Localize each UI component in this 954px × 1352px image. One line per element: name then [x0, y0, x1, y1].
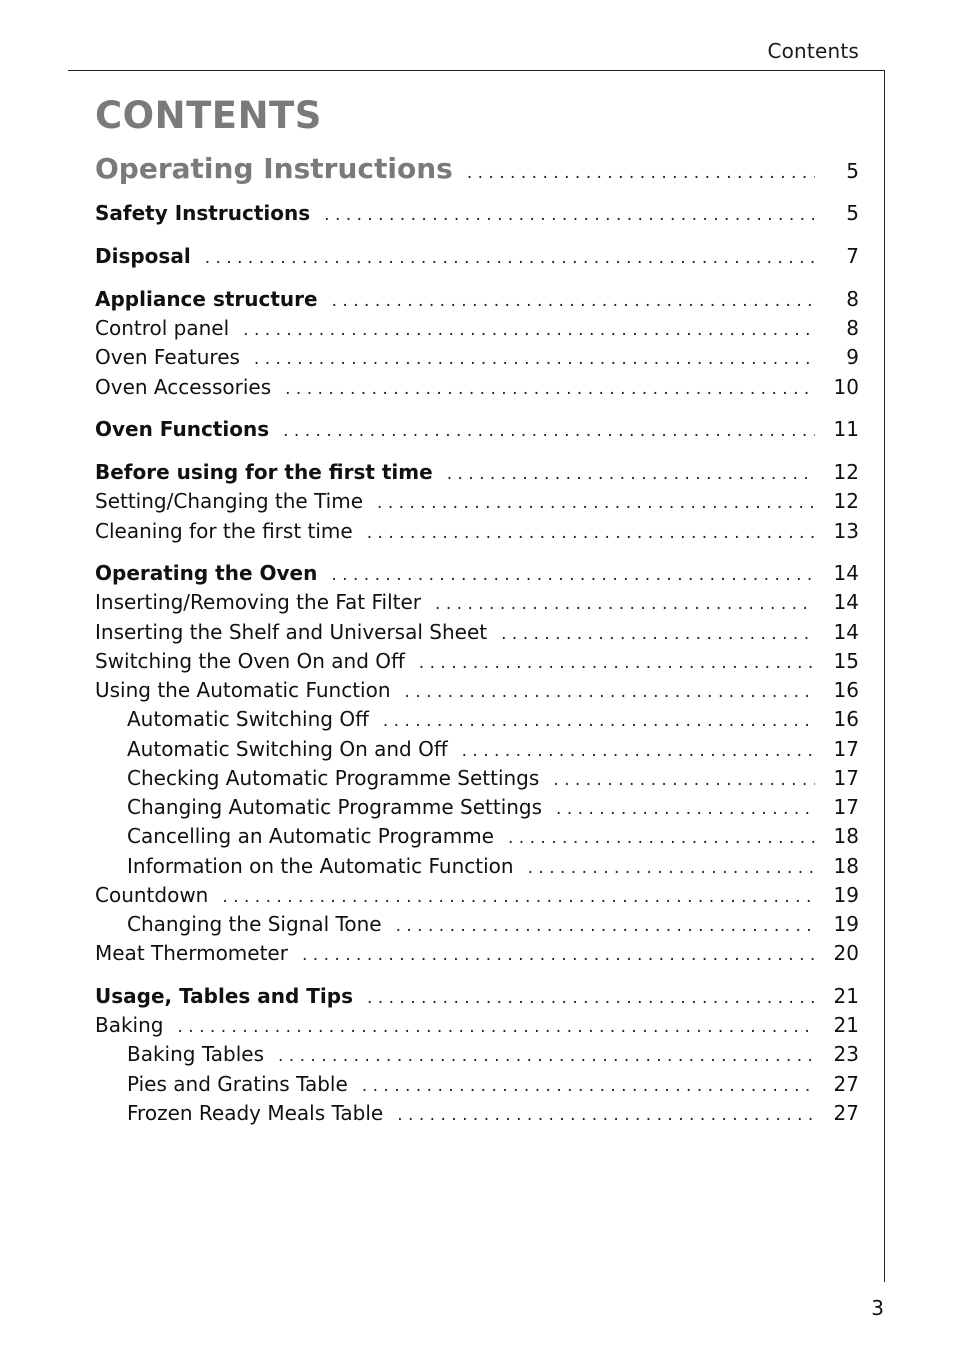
toc-entry-page: 21 [833, 984, 859, 1008]
toc-leader-dots [397, 1105, 815, 1125]
toc-leader-dots [278, 1046, 815, 1066]
toc-entry-label: Changing Automatic Programme Settings [127, 795, 543, 819]
toc-leader-dots [553, 770, 815, 790]
toc-leader-dots [367, 988, 815, 1008]
running-header: Contents [767, 39, 859, 63]
toc-entry-page: 27 [833, 1072, 859, 1096]
toc-entry-label: Pies and Gratins Table [127, 1072, 348, 1096]
toc-leader-dots [285, 379, 815, 399]
toc-entry-page: 20 [833, 941, 859, 965]
toc-entry[interactable] [95, 1101, 859, 1129]
toc-entry-label: Operating Instructions [95, 152, 453, 185]
toc-leader-dots [367, 523, 815, 543]
toc-entry[interactable] [95, 678, 859, 706]
toc-entry-label: Changing the Signal Tone [127, 912, 382, 936]
toc-entry[interactable] [95, 795, 859, 823]
toc-entry[interactable] [95, 417, 859, 445]
toc-entry-page: 12 [833, 460, 859, 484]
toc-entry-page: 10 [833, 375, 859, 399]
toc-entry[interactable] [95, 620, 859, 648]
toc-entry[interactable] [95, 244, 859, 272]
toc-leader-dots [396, 916, 815, 936]
toc-entry-page: 17 [833, 795, 859, 819]
toc-entry-page: 11 [833, 417, 859, 441]
toc-entry-label: Baking Tables [127, 1042, 264, 1066]
toc-entry-label: Usage, Tables and Tips [95, 984, 353, 1008]
toc-leader-dots [556, 799, 815, 819]
toc-entry-label: Inserting the Shelf and Universal Sheet [95, 620, 488, 644]
toc-entry-page: 16 [833, 707, 859, 731]
toc-entry-label: Cancelling an Automatic Programme [127, 824, 494, 848]
toc-entry-page: 8 [846, 316, 859, 340]
toc-entry[interactable] [95, 737, 859, 765]
toc-entry-page: 19 [833, 883, 859, 907]
toc-entry-page: 5 [846, 159, 859, 183]
toc-entry[interactable] [95, 912, 859, 940]
toc-leader-dots [205, 248, 815, 268]
toc-leader-dots [419, 653, 815, 673]
toc-entry-label: Checking Automatic Programme Settings [127, 766, 540, 790]
toc-entry-label: Safety Instructions [95, 201, 311, 225]
toc-entry-label: Appliance structure [95, 287, 318, 311]
toc-leader-dots [447, 464, 815, 484]
toc-entry[interactable] [95, 590, 859, 618]
toc-entry-label: Meat Thermometer [95, 941, 288, 965]
toc-entry[interactable] [95, 941, 859, 969]
right-margin-rule [884, 70, 885, 1282]
toc-entry[interactable] [95, 883, 859, 911]
toc-entry[interactable] [95, 201, 859, 229]
toc-entry-page: 23 [833, 1042, 859, 1066]
toc-leader-dots [435, 594, 815, 614]
header-divider [68, 70, 885, 71]
toc-leader-dots [501, 624, 815, 644]
toc-leader-dots [362, 1076, 815, 1096]
toc-entry-label: Oven Functions [95, 417, 270, 441]
toc-entry[interactable] [95, 824, 859, 852]
toc-entry-page: 9 [846, 345, 859, 369]
toc-entry-label: Oven Accessories [95, 375, 272, 399]
toc-entry[interactable] [95, 1013, 859, 1041]
toc-entry-label: Countdown [95, 883, 209, 907]
toc-entry-label: Operating the Oven [95, 561, 318, 585]
toc-entry-page: 18 [833, 854, 859, 878]
toc-entry-label: Information on the Automatic Function [127, 854, 514, 878]
toc-entry-page: 13 [833, 519, 859, 543]
toc-leader-dots [331, 565, 815, 585]
toc-entry[interactable] [95, 519, 859, 547]
toc-entry-page: 14 [833, 561, 859, 585]
toc-entry[interactable] [95, 152, 859, 188]
toc-entry-page: 8 [846, 287, 859, 311]
toc-entry-page: 17 [833, 737, 859, 761]
toc-entry-page: 17 [833, 766, 859, 790]
toc-entry[interactable] [95, 1042, 859, 1070]
toc-leader-dots [462, 741, 815, 761]
toc-leader-dots [243, 320, 815, 340]
toc-entry-page: 18 [833, 824, 859, 848]
toc-entry-page: 15 [833, 649, 859, 673]
toc-entry-page: 19 [833, 912, 859, 936]
toc-entry-page: 21 [833, 1013, 859, 1037]
toc-entry[interactable] [95, 707, 859, 735]
toc-entry-label: Switching the Oven On and Off [95, 649, 405, 673]
toc-leader-dots [383, 711, 815, 731]
toc-entry-label: Before using for the first time [95, 460, 433, 484]
toc-entry-label: Cleaning for the first time [95, 519, 353, 543]
toc-entry-page: 7 [846, 244, 859, 268]
toc-entry-label: Inserting/Removing the Fat Filter [95, 590, 422, 614]
toc-entry-page: 16 [833, 678, 859, 702]
toc-entry-page: 14 [833, 590, 859, 614]
toc-entry-page: 27 [833, 1101, 859, 1125]
toc-entry[interactable] [95, 287, 859, 315]
toc-entry[interactable] [95, 489, 859, 517]
toc-leader-dots [528, 858, 815, 878]
toc-entry[interactable] [95, 316, 859, 344]
toc-entry-page: 14 [833, 620, 859, 644]
toc-entry-label: Frozen Ready Meals Table [127, 1101, 384, 1125]
toc-entry[interactable] [95, 649, 859, 677]
toc-entry[interactable] [95, 766, 859, 794]
toc-entry-label: Disposal [95, 244, 191, 268]
toc-entry[interactable] [95, 854, 859, 882]
toc-leader-dots [222, 887, 815, 907]
toc-leader-dots [467, 163, 815, 183]
toc-entry-label: Baking [95, 1013, 164, 1037]
toc-entry[interactable] [95, 1072, 859, 1100]
toc-entry-label: Setting/Changing the Time [95, 489, 364, 513]
toc-leader-dots [283, 421, 815, 441]
toc-entry-label: Using the Automatic Function [95, 678, 391, 702]
toc-entry-label: Control panel [95, 316, 230, 340]
toc-leader-dots [405, 682, 815, 702]
toc-entry[interactable] [95, 561, 859, 589]
toc-entry-page: 5 [846, 201, 859, 225]
toc-entry-page: 12 [833, 489, 859, 513]
toc-entry-label: Automatic Switching On and Off [127, 737, 448, 761]
toc-leader-dots [302, 945, 815, 965]
toc-leader-dots [254, 349, 815, 369]
toc-entry[interactable] [95, 984, 859, 1012]
toc-leader-dots [324, 205, 815, 225]
toc-entry-label: Oven Features [95, 345, 240, 369]
toc-leader-dots [508, 828, 815, 848]
toc-entry[interactable] [95, 460, 859, 488]
toc-leader-dots [332, 291, 815, 311]
toc-entry[interactable] [95, 375, 859, 403]
toc-entry[interactable] [95, 345, 859, 373]
toc-leader-dots [178, 1017, 816, 1037]
page-number: 3 [871, 1296, 884, 1320]
toc-entry-label: Automatic Switching Off [127, 707, 369, 731]
page-title: CONTENTS [95, 94, 322, 137]
toc-leader-dots [377, 493, 815, 513]
